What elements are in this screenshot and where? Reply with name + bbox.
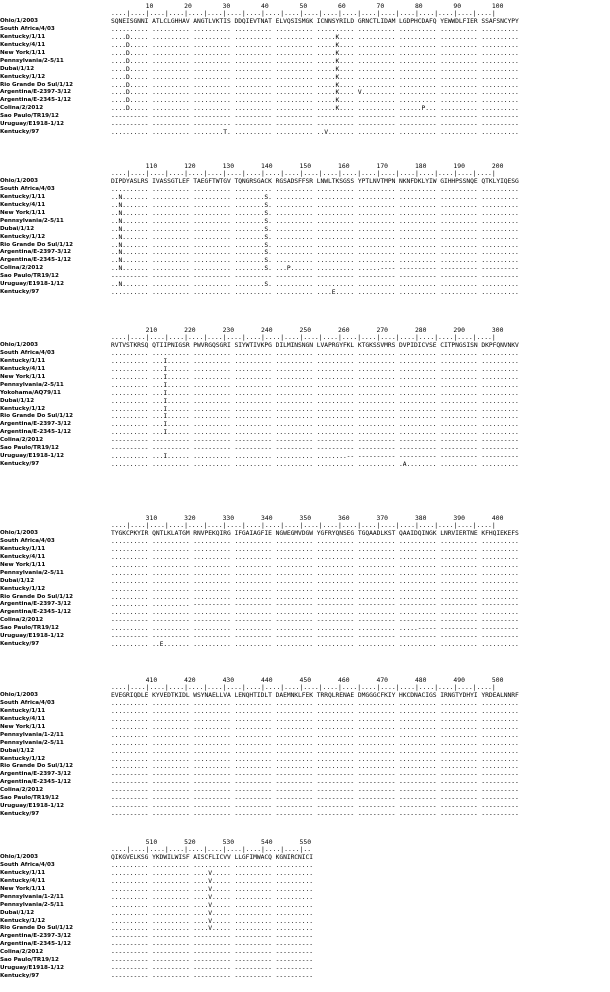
sequence-row: ---------- ---------- ---------- ---------- ---------- ---------- ---------- ---------- ---------- ---------- [111,113,519,121]
strain-name: Kentucky/97 [0,129,40,136]
sequence-row: ....D..... .......... .......... .......... .......... .....K.... .......... .......... .......... .......... [111,57,519,65]
sequence-row: .......... ...I...... .......... .......... .......... .......... .......... .......... .......... .......... [111,405,519,413]
sequence-row: .......... .......... .......... .......... .......... .......... .......... .......... .......... .......... [111,537,519,545]
strain-name: Uruguay/E1918-1/12 [0,281,64,288]
sequence-column [111,854,610,981]
strain-name: Argentina/E-2397-3/12 [0,601,72,608]
sequence-row: .......... ...I...... .......... .......... .......... .......... .......... .......... .......... .......... [111,357,519,365]
strain-name-column [0,342,110,469]
sequence-row: .......... .......... ....V..... .......... .......... [111,925,314,933]
sequence-row: .......... ...I...... .......... .......... .......... .......... .......... .......... .......... .......... [111,381,519,389]
strain-name: Kentucky/1/11 [0,869,46,876]
sequence-row: ..N....... .......... .......... ........S. .......... .......... .......... .......... .......... .......... [111,249,519,257]
sequence-row: .......... .......... .......... .......... .......... .......... .......... .......... .......... .......... [111,755,519,763]
sequence-row: .......... .......... .......... .......... .......... .......... .......... .......... .......... .......... [111,349,519,357]
strain-name: Sao Paulo/TR19/12 [0,795,59,802]
sequence-row: ..N....... .......... .......... ........S. .......... .......... .......... .......... .......... .......... [111,257,519,265]
sequence-row: .......... ...I...... .......... .......... .......... .......... .......... .......... .......... .......... [111,413,519,421]
sequence-row: RVTVSTKRSQ QTIIPNIGSR PWVRGQSGRI SIYWTIVKPG DILMINSNGN LVAPRGYFKL KTGKSSVMRS DVPIDICVSE CITPNGSISN DKPFQNVNKV [111,342,519,349]
sequence-row: .......... .......... .......... .......... .......... .......... .......... .......... .......... .......... [111,715,519,723]
strain-name-column [0,692,110,819]
strain-name: Uruguay/E1918-1/12 [0,121,64,128]
sequence-row: ..N....... .......... .......... ........S. .......... .......... .......... .......... .......... .......... [111,217,519,225]
sequence-row: EVEGRIQDLE KYVEDTKIDL WSYNAELLVA LENQHTIDLT DAEMNKLFEK TRRQLRENAE DMGGGCFKIY HKCDNACIGS IRNGTYDHYI YRDEALNNRF [111,692,519,699]
sequence-row: ---------- ---------- ---------- ---------- ---------- [111,933,314,941]
sequence-row: ---------- ---------- ---------- ---------- ---------- ---------- ---------- ---------- ---------- ---------- [111,633,519,641]
sequence-row: DIPDYASLRS IVASSGTLEF TAEGFTWTGV TQNGRSGACK RGSADSFFSR LNWLTKSGSS YPTLNVTMPN NKNFDKLYIW GIHHPSSNQE QTKLYIQESG [111,178,519,185]
strain-name: Rio Grande Do Sul/1/12 [0,241,73,248]
sequence-row: .......... .......... .......... .......... .......... .......... .......... .......... .......... .......... [111,553,519,561]
strain-name: Uruguay/E1918-1/12 [0,453,64,460]
sequence-row: .......... ...I...... .......... .......... .......... .......... .......... .......... .......... .......... [111,389,519,397]
strain-name: Uruguay/E1918-1/12 [0,803,64,810]
position-ruler: 110 120 130 140 150 160 170 180 190 200 [111,162,504,170]
strain-name: New York/1/11 [0,885,46,892]
strain-name: Kentucky/4/11 [0,365,46,372]
sequence-row: .......... .......... ....V..... .......... .......... [111,909,314,917]
sequence-row: .......... .......... ....V..... .......... .......... [111,901,314,909]
strain-name: Argentina/E-2397-3/12 [0,89,72,96]
sequence-row: ..N....... .......... .......... ........S. .......... .......... .......... .......... .......... .......... [111,225,519,233]
strain-name: Argentina/E-2397-3/12 [0,249,72,256]
strain-name: New York/1/11 [0,49,46,56]
strain-name: Pennsylvania/2-5/11 [0,217,64,224]
sequence-column [111,692,610,819]
sequence-row: ..N....... .......... .......... ........S. .......... .......... .......... .......... .......... .......... [111,233,519,241]
sequence-row: .......... .......... .......... .......... .......... .......... .......... .......... .......... .......... [111,25,519,33]
strain-name: Sao Paulo/TR19/12 [0,445,59,452]
sequence-row: .......... .......... .......... .......... .......... .......... .......... .......... .......... .......... [111,723,519,731]
sequence-row: ---------- ---------- ---------- ---------- ---------- [111,949,314,957]
strain-name: South Africa/4/03 [0,537,55,544]
tick-marks: ....|....|....|....|....|....|....|....|....|....|....|....|....|....|....|....|....|....|....|....| [111,169,496,177]
sequence-row: .......... .......... .......... .......... .......... .......... .......... .......... .......... .......... [111,593,519,601]
sequence-row: ---------- ---------- ---------- ---------- ---------- ---------- ---------- ---------- ---------- ---------- [111,771,519,779]
strain-name: Yokohama/AQ79/11 [0,389,61,396]
strain-name: Colina/2/2012 [0,617,44,624]
strain-name: Pennsylvania/1-2/11 [0,731,64,738]
tick-marks: ....|....|....|....|....|....|....|....|....|....|....|....|....|....|....|....|....|....|....|....| [111,683,496,691]
sequence-row: .......... .......... .......... .......... .......... .......... .......... .......... .......... .......... [111,609,519,617]
sequence-row: .......... .......... .......... .......... .......... .......... .......... .......... .......... .......... [111,585,519,593]
strain-name: Argentina/E-2345-1/12 [0,779,72,786]
sequence-row: .......... .......... .......... .......... .......... .......... .......... .A........ .......... .......... [111,461,519,469]
strain-name: Rio Grande Do Sul/1/12 [0,81,73,88]
strain-name: Argentina/E-2397-3/12 [0,771,72,778]
strain-name: Sao Paulo/TR19/12 [0,957,59,964]
sequence-row: .......... .......... .......... .......... .......... .......... .......... .......... .......... .......... [111,763,519,771]
strain-name: New York/1/11 [0,723,46,730]
strain-name: Kentucky/1/11 [0,357,46,364]
strain-name: Kentucky/4/11 [0,715,46,722]
position-ruler: 10 20 30 40 50 60 70 80 90 100 [111,2,504,10]
tick-marks: ....|....|....|....|....|....|....|....|....|....|....|....|....|....|....|....|....|....|....|....| [111,521,496,529]
strain-name: Ohio/1/2003 [0,18,39,24]
sequence-row: ---------- ---------- ---------- ---------- ---------- ---------- ---------- ---------- ---------- ---------- [111,273,519,281]
strain-name: Kentucky/97 [0,811,40,818]
sequence-row: ....D..... .......... .......... .......... .......... .....K.... .......... .......... .......... .......... [111,33,519,41]
strain-name: Dubai/1/12 [0,747,35,754]
strain-name: Kentucky/97 [0,973,40,980]
sequence-row: .......... ...I...... .......... .......... .......... .......... .......... .......... .......... .......... [111,429,519,437]
sequence-row: .......... .......... .......... .......... .......... .......... .......... .......... .......... .......... [111,731,519,739]
sequence-column [111,342,610,469]
strain-name: Argentina/E-2397-3/12 [0,421,72,428]
position-ruler: 210 220 230 240 250 260 270 280 290 300 [111,326,504,334]
sequence-row: .......... .......... .......... .......... .......... .......... .......... .......... .......... .......... [111,545,519,553]
strain-name: Kentucky/1/12 [0,405,46,412]
sequence-row: ..N....... .......... .......... ........S. .......... .......... .......... .......... .......... .......... [111,193,519,201]
strain-name: Rio Grande Do Sul/1/12 [0,763,73,770]
sequence-row: ---------- ---------- ---------- ---------- ---------- ---------- ---------- ---------- ---------- ---------- [111,811,519,819]
strain-name: South Africa/4/03 [0,185,55,192]
sequence-row: .......... .......... .......... .......... .......... .......... .......... .....----- ---------- ---------- [111,625,519,633]
sequence-row: .......... .......... ....V..... .......... .......... [111,893,314,901]
sequence-row: .......... ...I...... .......... .......... .......... .......... .......... .......... .......... .......... [111,365,519,373]
sequence-row: .......... ..E....... .......... .......... .......... .......... .......... .......... .......... .......... [111,641,519,649]
strain-name: Pennsylvania/2-5/11 [0,381,64,388]
strain-name: Rio Grande Do Sul/1/12 [0,925,73,932]
strain-name: New York/1/11 [0,373,46,380]
sequence-row: .......... .......... ........T. .......... .......... ..V....... .......... .......... .......... .......... [111,129,519,137]
sequence-row: ---------- ---------- ---------- ---------- ---------- ---------- ---------- ---------- ---------- ---------- [111,121,519,129]
sequence-row: .......... .......... ....V..... .......... .......... [111,877,314,885]
strain-name: Argentina/E-2345-1/12 [0,257,72,264]
strain-name: Pennsylvania/2-5/11 [0,901,64,908]
strain-name: Sao Paulo/TR19/12 [0,273,59,280]
sequence-row: ..N....... .......... .......... ........S. .......... .......... .......... .......... .......... .......... [111,209,519,217]
strain-name: Ohio/1/2003 [0,178,39,184]
strain-name-column [0,854,110,981]
strain-name: Colina/2/2012 [0,437,44,444]
sequence-row: ..N....... .......... .......... ........S. .......... .......... .......... .......... .......... .......... [111,201,519,209]
sequence-column [111,530,610,649]
sequence-row: ---------- ---------- ---------- ---------- ---------- ---------- ---------- ---------- ---------- ---------- [111,437,519,445]
strain-name: Argentina/E-2345-1/12 [0,941,72,948]
strain-name: New York/1/11 [0,209,46,216]
sequence-row: .......... .......... .......... .......... .......... .......... .......... .......... .......... .......... [111,747,519,755]
strain-name-column [0,530,110,649]
strain-name: Kentucky/1/12 [0,755,46,762]
sequence-row: .......... .......... .......... .......... .......... .......... .......... .......... .......... .......... [111,739,519,747]
strain-name: Pennsylvania/1-2/11 [0,893,64,900]
strain-name: South Africa/4/03 [0,861,55,868]
sequence-row: ....D..... .......... .......... .......... .......... .....K.... .......... .......... .......... .......... [111,97,519,105]
sequence-row: .......... .......... .......... .......... .......... .......... .......... .......... .......... .......... [111,699,519,707]
strain-name: Kentucky/97 [0,461,40,468]
sequence-row: ---------- ---------- ---------- ---------- ---------- [111,965,314,973]
strain-name: Dubai/1/12 [0,65,35,72]
strain-name: Dubai/1/12 [0,225,35,232]
strain-name: Pennsylvania/2-5/11 [0,57,64,64]
sequence-row: .......... .......... .......... .......... .......... .......... .......... .......... .......... .......... [111,707,519,715]
strain-name: Kentucky/1/12 [0,585,46,592]
sequence-row: .......... .......... ....V..... .......... .......... [111,885,314,893]
strain-name: Kentucky/4/11 [0,41,46,48]
strain-name: Argentina/E-2345-1/12 [0,429,72,436]
tick-marks: ....|....|....|....|....|....|....|....|....|....|....|....|....|....|....|....|....|....|....|....| [111,9,496,17]
sequence-row: ---------- ---------- ---------- ---------- ---------- ---------- ---------- ---------- ---------- ---------- [111,795,519,803]
strain-name-column [0,178,110,297]
tick-marks: ....|....|....|....|....|....|....|....|....|....|....|....|....|....|....|....|....|....|....|....| [111,333,496,341]
sequence-row: ---------- ---------- ---------- ---------- ---------- ---------- ---------- ---------- ---------- ---------- [111,787,519,795]
sequence-row: .......... .......... .......... .......... .......... .......... .......... .......... .......... .......... [111,561,519,569]
sequence-row: ....D..... .......... .......... .......... .......... .....K.... .......... .......... .......... .......... [111,49,519,57]
position-ruler: 510 520 530 540 550 [111,838,312,846]
position-ruler: 310 320 330 340 350 360 370 380 390 400 [111,514,504,522]
sequence-row: .......... .......... .......... .......... .......... [111,861,314,869]
strain-name: Kentucky/97 [0,641,40,648]
strain-name: Sao Paulo/TR19/12 [0,625,59,632]
sequence-row: ....D..... .......... .......... .......... .......... .....K.... V......... .......... .......... .......... [111,89,519,97]
sequence-row: QIKGVELKSG YKDWILWISF AISCFLICVV LLGFIMWACQ KGNIRCNICI [111,854,314,861]
sequence-row: ---------- ---------- ---------- ---------- ---------- ---------- ---------- ---------- ---------- ---------- [111,617,519,625]
sequence-row: .......... .......... .......... .......... .......... .......... .......... .......... .......... .......... [111,569,519,577]
sequence-row: .......... .......... ....V..... .......... .......... [111,869,314,877]
sequence-row: .......... .......... .......... .......... .......... .......... .......... .......... .......... .......... [111,577,519,585]
sequence-row: ---------- ---------- ---------- ---------- ---------- ---------- ---------- ---------- ---------- ---------- [111,803,519,811]
strain-name: Kentucky/1/11 [0,545,46,552]
strain-name: Argentina/E-2345-1/12 [0,97,72,104]
strain-name: Ohio/1/2003 [0,692,39,698]
strain-name: Rio Grande Do Sul/1/12 [0,413,73,420]
strain-name: Dubai/1/12 [0,577,35,584]
strain-name: Kentucky/1/12 [0,917,46,924]
strain-name: Kentucky/4/11 [0,553,46,560]
strain-name: Colina/2/2012 [0,265,44,272]
strain-name: Sao Paulo/TR19/12 [0,113,59,120]
strain-name: Colina/2/2012 [0,949,44,956]
position-ruler: 410 420 430 440 450 460 470 480 490 500 [111,676,504,684]
strain-name: Colina/2/2012 [0,787,44,794]
sequence-row: .......... ...I...... .......... .......... .......... .......... .......... .......... .......... .......... [111,397,519,405]
strain-name: Kentucky/1/11 [0,707,46,714]
strain-name: Dubai/1/12 [0,909,35,916]
strain-name: Uruguay/E1918-1/12 [0,633,64,640]
sequence-column [111,18,610,137]
sequence-row: ---------- ---------- ---------- ---------- ---------- [111,973,314,981]
strain-name: Argentina/E-2345-1/12 [0,609,72,616]
sequence-row: TYGKCPKYIR QNTLKLATGM RNVPEKQIRG IFGAIAGFIE NGWEGMVDGW YGFRYQNSEG TGQAADLKST QAAIDQINGK LNRVIERTNE KFHQIEKEFS [111,530,519,537]
strain-name: Colina/2/2012 [0,105,44,112]
tick-marks: ....|....|....|....|....|....|....|....|....|....|.. [111,845,312,853]
strain-name: Kentucky/4/11 [0,201,46,208]
sequence-row: ....D..... .......... .......... .......... .......... .....K.... .......... .......... .......... .......... [111,41,519,49]
strain-name: Ohio/1/2003 [0,854,39,860]
strain-name: Uruguay/E1918-1/12 [0,965,64,972]
strain-name: South Africa/4/03 [0,25,55,32]
strain-name: Dubai/1/12 [0,397,35,404]
strain-name: Kentucky/1/11 [0,193,46,200]
strain-name: Pennsylvania/2-5/11 [0,569,64,576]
sequence-row: .......... ...I...... .......... .......... .......... .......... .......... .......... .......... .......... [111,373,519,381]
sequence-row: .......... .......... ---------- ---------- ---------- ---------- ---------- ---------- ---------- ---------- [111,601,519,609]
sequence-row: ..N....... .......... .......... ........S. .......... .......... .......... .......... .......... .......... [111,241,519,249]
strain-name: South Africa/4/03 [0,699,55,706]
strain-name: Kentucky/4/11 [0,877,46,884]
strain-name-column [0,18,110,137]
strain-name: Ohio/1/2003 [0,530,39,536]
strain-name: Ohio/1/2003 [0,342,39,348]
sequence-row: ---------- ---------- ---------- ---------- ---------- [111,957,314,965]
sequence-row: .......... ...I...... .......... .......... .......... .......... .......... .......... .......... .......... [111,421,519,429]
strain-name: Pennsylvania/2-5/11 [0,739,64,746]
strain-name: Argentina/E-2397-3/12 [0,933,72,940]
sequence-row: SQNEISGNNI ATLCLGHHAV ANGTLVKTIS DDQIEVTNAT ELVQSISMGK ICNNSYRILD GRNCTLIDAM LGDPHCDAFQ YEWWDLFIER SSAFSNCYPY [111,18,519,25]
sequence-row: .......... .......... .......... .......... .......... ....E..... .......... .......... .......... .......... [111,289,519,297]
sequence-row: .......... ...I...... .......... .......... .......... ........-- ---------- ---------- ---------- ---------- [111,453,519,461]
sequence-row: ..N....... .......... .......... ........S. ...P...... .......... ......---- ---------- ---------- ---------- [111,265,519,273]
strain-name: Rio Grande Do Sul/1/12 [0,593,73,600]
strain-name: Kentucky/1/12 [0,73,46,80]
strain-name: New York/1/11 [0,561,46,568]
sequence-row: .......... .......... ....V..... .......... .......... [111,917,314,925]
sequence-row: ---------- ---------- ---------- ---------- ---------- [111,941,314,949]
sequence-row: ---------- ---------- ---------- ---------- ---------- ---------- ---------- ---------- ---------- ---------- [111,779,519,787]
strain-name: Kentucky/1/12 [0,233,46,240]
sequence-row: ....D..... .......... .......... .......... .......... .....K.... .......... .......... .......... .......... [111,65,519,73]
sequence-column [111,178,610,297]
sequence-row: ---------- ---------- ---------- ---------- ---------- ---------- ---------- ---------- ---------- ---------- [111,445,519,453]
sequence-row: ....D..... .......... .......... .......... .......... .....K.... .......... .......... .......... .......... [111,73,519,81]
strain-name: Kentucky/1/11 [0,33,46,40]
strain-name: Kentucky/97 [0,289,40,296]
strain-name: South Africa/4/03 [0,349,55,356]
sequence-row: .......... .......... .......... .......... .......... .......... .......... .......... .......... .......... [111,185,519,193]
sequence-row: ..N....... .......... .......... ........S. .......... .......... .......... .......... .......... .......... [111,281,519,289]
sequence-row: ....D..... .......... .......... .......... .......... .....K.... .......... ......P... .......... .......... [111,105,519,113]
sequence-row: ....D..... .......... .......... .......... .......... .....K.... .......... .......... .......... .......... [111,81,519,89]
